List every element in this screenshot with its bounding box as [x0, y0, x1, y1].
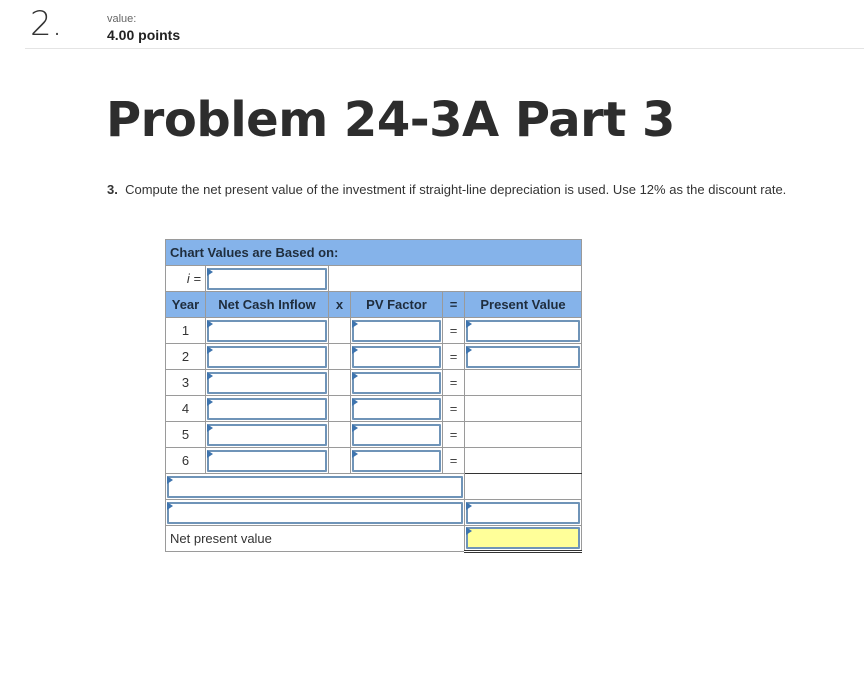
table-row [166, 448, 582, 474]
year-header: Year [166, 292, 206, 318]
net-cash-inflow-input[interactable] [207, 372, 327, 394]
net-cash-inflow-input[interactable] [207, 398, 327, 420]
multiply-cell [329, 422, 351, 448]
pv-factor-input[interactable] [352, 372, 441, 394]
year-cell: 3 [166, 370, 206, 396]
equals-cell: = [443, 448, 465, 474]
multiply-cell [329, 396, 351, 422]
present-value-cell [465, 396, 582, 422]
equals-cell: = [443, 396, 465, 422]
present-value-header: Present Value [465, 292, 582, 318]
table-row [166, 370, 582, 396]
interest-rate-input[interactable] [207, 268, 327, 290]
equals-cell: = [443, 344, 465, 370]
net-cash-inflow-input[interactable] [207, 320, 327, 342]
year-cell: 6 [166, 448, 206, 474]
net-cash-inflow-input[interactable] [207, 424, 327, 446]
multiply-cell [329, 318, 351, 344]
net-cash-inflow-input[interactable] [207, 346, 327, 368]
pv-factor-header: PV Factor [351, 292, 443, 318]
question-number: 2. [30, 4, 63, 44]
net-cash-inflow-header: Net Cash Inflow [206, 292, 329, 318]
year-cell: 2 [166, 344, 206, 370]
points-value: 4.00 points [107, 27, 181, 43]
equals-cell: = [443, 422, 465, 448]
table-row [166, 318, 582, 344]
equals-cell: = [443, 318, 465, 344]
table-row [166, 422, 582, 448]
multiply-cell [329, 344, 351, 370]
value-label: value: [107, 13, 137, 25]
npv-worksheet [165, 239, 582, 553]
summary-value-input[interactable] [466, 502, 580, 524]
summary-label-input-1[interactable] [167, 476, 463, 498]
question-text: Compute the net present value of the investment if straight-line depreciation is used. Use 12% as the discount rate. [125, 182, 787, 197]
multiply-cell [329, 370, 351, 396]
multiply-cell [329, 448, 351, 474]
year-cell: 1 [166, 318, 206, 344]
table-row [166, 396, 582, 422]
present-value-input[interactable] [466, 346, 580, 368]
summary-label-input-2[interactable] [167, 502, 463, 524]
header-divider [25, 48, 864, 49]
year-cell: 5 [166, 422, 206, 448]
net-cash-inflow-input[interactable] [207, 450, 327, 472]
pv-factor-input[interactable] [352, 424, 441, 446]
present-value-cell [465, 448, 582, 474]
equals-header: = [443, 292, 465, 318]
item-number: 3. [107, 182, 118, 197]
present-value-cell [465, 422, 582, 448]
equals-cell: = [443, 370, 465, 396]
multiply-header: x [329, 292, 351, 318]
pv-factor-input[interactable] [352, 450, 441, 472]
summary-value-cell [465, 474, 582, 500]
present-value-cell [465, 370, 582, 396]
net-present-value-input[interactable] [466, 527, 580, 549]
interest-rate-label: i = [166, 266, 206, 292]
pv-factor-input[interactable] [352, 346, 441, 368]
net-present-value-label: Net present value [166, 526, 465, 552]
pv-factor-input[interactable] [352, 398, 441, 420]
pv-factor-input[interactable] [352, 320, 441, 342]
problem-title: Problem 24-3A Part 3 [106, 92, 675, 148]
present-value-input[interactable] [466, 320, 580, 342]
question-prompt [107, 182, 789, 198]
chart-values-header: Chart Values are Based on: [166, 240, 582, 266]
table-row [166, 344, 582, 370]
blank-cell [329, 266, 582, 292]
year-cell: 4 [166, 396, 206, 422]
